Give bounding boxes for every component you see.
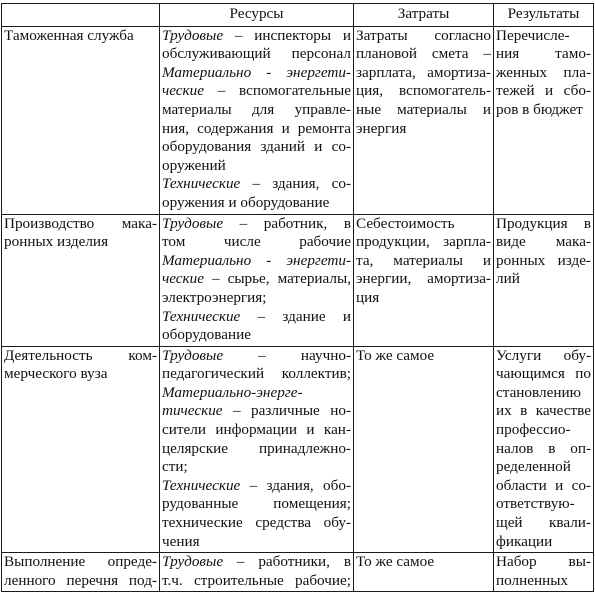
text-line (162, 384, 351, 403)
text-line: полненных (496, 571, 569, 589)
text-line: Продукция в (496, 214, 591, 232)
text-segment: – здание и (240, 307, 351, 325)
text-line: ров в бюджет (496, 100, 583, 118)
text-line (162, 553, 351, 572)
text-line (162, 533, 351, 552)
text-line (162, 175, 351, 194)
text-line: То же самое (356, 553, 435, 571)
costs-cell (354, 553, 494, 592)
text-line: ция (356, 288, 380, 306)
text-segment: технические средства обу- (162, 514, 351, 532)
text-line: их в качестве (496, 402, 591, 420)
text-segment: оружения и оборудование (162, 193, 330, 211)
text-line: Набор вы- (496, 553, 591, 571)
results-cell (494, 26, 594, 214)
text-line: Производство мака- (4, 214, 157, 232)
text-line (162, 64, 351, 83)
italic-term: Материально - энергети- (162, 251, 351, 269)
text-line: та, материалы и (356, 251, 491, 269)
text-line: ные материалы и (356, 100, 491, 118)
text-line: ронных изделия (4, 233, 109, 251)
text-line (162, 495, 351, 514)
text-line (162, 308, 351, 327)
italic-term: Материально-энерге- (162, 383, 303, 401)
italic-term: ческие (162, 270, 204, 288)
text-line: Деятельность ком- (4, 346, 157, 364)
text-line: виде мака- (496, 233, 591, 251)
comparison-table (1, 3, 594, 592)
results-cell (494, 553, 594, 592)
italic-term: тические (162, 402, 223, 420)
text-line: ределенной (496, 458, 571, 476)
text-segment: чения (162, 532, 200, 550)
text-line (162, 572, 351, 591)
text-line: ния тамо- (496, 45, 591, 63)
costs-cell (354, 346, 494, 553)
resources-cell (160, 346, 354, 553)
italic-term: Трудовые (162, 26, 224, 44)
text-line: становлению (496, 383, 581, 401)
text-segment: – различные но- (222, 402, 351, 420)
text-line: ленного перечня под- (4, 571, 157, 589)
text-segment: – вспомогательные (203, 82, 351, 100)
header-resources: Ресурсы (160, 4, 354, 27)
results-cell (494, 346, 594, 553)
text-line (162, 27, 351, 46)
italic-term: Трудовые (162, 214, 224, 232)
text-line: Перечисле- (496, 26, 570, 44)
text-line: ответствую- (496, 495, 575, 513)
text-line: Себестоимость (356, 214, 455, 232)
text-segment: педагогический коллектив; (162, 365, 351, 383)
costs-cell (354, 26, 494, 214)
italic-term: Технические (162, 307, 241, 325)
resources-cell (160, 26, 354, 214)
text-line (162, 477, 351, 496)
text-line: зарплата, амортиза- (356, 63, 491, 81)
text-line (162, 45, 351, 64)
italic-term: Трудовые (162, 553, 224, 571)
text-line (162, 458, 351, 477)
text-segment: сти; (162, 458, 188, 476)
activity-cell (2, 553, 160, 592)
table-row (2, 346, 594, 553)
text-segment: – работники, в (223, 553, 351, 571)
text-segment: материалы для управле- (162, 100, 351, 118)
text-line: Затраты согласно (356, 26, 491, 44)
text-line: ронных изде- (496, 251, 591, 269)
text-segment: оборудование (162, 326, 251, 344)
text-segment: оружений (162, 156, 226, 174)
text-segment: сители информации и кан- (162, 421, 351, 439)
text-line (162, 514, 351, 533)
text-segment: оборудования зданий и со- (162, 138, 351, 156)
text-line (162, 289, 351, 308)
text-line: То же самое (356, 346, 435, 364)
text-line (162, 82, 351, 101)
text-segment: – работник, в (223, 214, 351, 232)
text-line: Услуги обу- (496, 346, 591, 364)
text-line (162, 326, 351, 345)
text-segment: – сырье, материалы, (203, 270, 351, 288)
resources-cell (160, 553, 354, 592)
header-empty (2, 4, 160, 27)
text-line: ция, вспомогатель- (356, 82, 491, 100)
text-line: мерческого вуза (4, 365, 108, 383)
table-row (2, 26, 594, 214)
resources-cell (160, 214, 354, 346)
text-line (162, 270, 351, 289)
table-row (2, 214, 594, 346)
text-line: Выполнение опреде- (4, 553, 157, 571)
text-line (162, 157, 351, 176)
italic-term: Трудовые (162, 346, 224, 364)
costs-cell (354, 214, 494, 346)
text-segment: рудованные помещения; (162, 495, 351, 513)
text-segment: обслуживающий персонал (162, 45, 351, 63)
document-scan (1, 3, 593, 589)
text-line: тежей и сбо- (496, 82, 591, 100)
activity-cell (2, 26, 160, 214)
text-line: чающимся по (496, 365, 591, 383)
text-line (162, 347, 351, 366)
text-line: области и со- (496, 476, 591, 494)
text-line: энергия (356, 119, 407, 137)
table-row (2, 553, 594, 592)
text-line: Таможенная служба (4, 26, 134, 44)
text-line (162, 421, 351, 440)
text-line (162, 440, 351, 459)
text-line: продукции, зарпла- (356, 233, 491, 251)
text-line: плановой смета – (356, 45, 491, 63)
text-line (162, 233, 351, 252)
text-segment: том числе рабочие (162, 233, 351, 251)
italic-term: ческие (162, 82, 204, 100)
text-segment: ния, содержания и ремонта (162, 119, 351, 137)
text-line (162, 120, 351, 139)
text-line (162, 215, 351, 234)
italic-term: Технические (162, 175, 241, 193)
text-segment: т.ч. строительные рабочие; (162, 571, 351, 589)
results-cell (494, 214, 594, 346)
text-segment: – здания, со- (240, 175, 351, 193)
text-segment: – инспекторы и (223, 26, 351, 44)
text-line: женных пла- (496, 63, 591, 81)
text-line (162, 101, 351, 120)
activity-cell (2, 346, 160, 553)
text-line (162, 252, 351, 271)
text-line: фикации (496, 532, 553, 550)
text-line (162, 194, 351, 213)
text-segment: – научно- (223, 346, 351, 364)
text-segment: электроэнергия; (162, 288, 267, 306)
text-line (162, 138, 351, 157)
text-line: профессио- (496, 421, 571, 439)
text-segment: – здания, обо- (240, 476, 351, 494)
header-results: Результаты (494, 4, 594, 27)
text-line: энергии, амортиза- (356, 270, 491, 288)
italic-term: Технические (162, 476, 241, 494)
header-costs: Затраты (354, 4, 494, 27)
text-line: налов в оп- (496, 439, 591, 457)
activity-cell (2, 214, 160, 346)
text-line: лий (496, 270, 520, 288)
text-line: щей квали- (496, 514, 591, 532)
text-line (162, 402, 351, 421)
italic-term: Материально - энергети- (162, 63, 351, 81)
text-line (162, 365, 351, 384)
header-row (2, 4, 594, 27)
text-segment: целярские принадлежно- (162, 439, 351, 457)
